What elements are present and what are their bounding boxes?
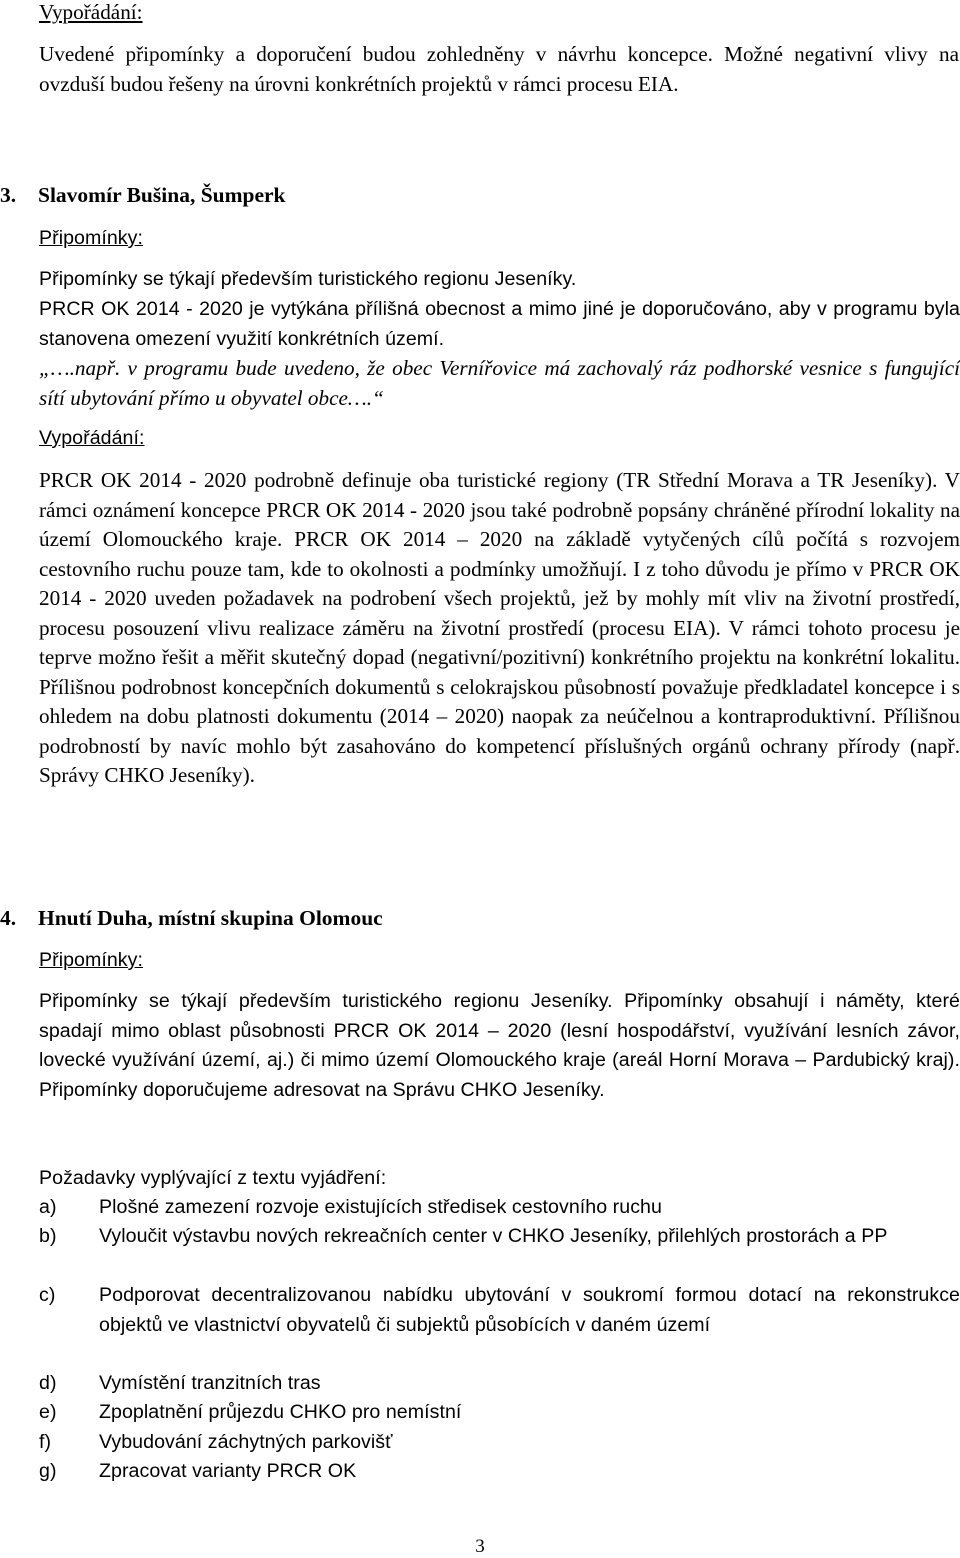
requirement-marker: g) <box>39 1460 57 1482</box>
section-3-title: Slavomír Bušina, Šumperk <box>38 183 286 207</box>
requirement-text: Zpracovat varianty PRCR OK <box>99 1460 357 1482</box>
section-3-number: 3. <box>0 183 17 207</box>
section-4-comments-heading: Připomínky: <box>39 949 143 971</box>
requirement-text: Vymístění tranzitních tras <box>99 1372 321 1394</box>
section-4-heading <box>0 904 960 933</box>
prev-response-heading: Vypořádání: <box>39 0 143 24</box>
section-3-heading <box>0 181 960 210</box>
section-4-requirements-heading: Požadavky vyplývající z textu vyjádření: <box>39 1167 387 1189</box>
requirement-text: Zpoplatnění průjezdu CHKO pro nemístní <box>99 1401 462 1423</box>
prev-response-text: Uvedené připomínky a doporučení budou zohledněny v návrhu koncepce. Možné negativní vlivy na ovzduší budou řešeny na úrovni konkrétních projektů v rámci procesu EIA. <box>39 42 959 96</box>
page-number: 3 <box>475 1536 485 1557</box>
section-4-comment-text: Připomínky se týkají především turistického regionu Jeseníky. Připomínky obsahují i náměty, které spadají mimo oblast působnosti PRCR OK 2014 – 2020 (lesní hospodářství, využívání lesních závor, lovecké využívání území, aj.) či mimo území Olomouckého kraje (areál Horní Morava – Pardubický kraj). Připomínky doporučujeme adresovat na Správu CHKO Jeseníky. <box>39 990 960 1101</box>
requirement-text: Plošné zamezení rozvoje existujících středisek cestovního ruchu <box>99 1196 662 1218</box>
section-4-number: 4. <box>0 906 17 930</box>
section-3-comments-heading: Připomínky: <box>39 227 143 249</box>
requirement-marker: b) <box>39 1225 57 1247</box>
requirement-marker: d) <box>39 1372 57 1394</box>
section-4-title: Hnutí Duha, místní skupina Olomouc <box>38 906 383 930</box>
requirement-marker: c) <box>39 1284 56 1306</box>
section-3-comment-line1: Připomínky se týkají především turistického regionu Jeseníky. <box>39 268 577 290</box>
section-3-response-heading: Vypořádání: <box>39 427 145 449</box>
section-3-response-text: PRCR OK 2014 - 2020 podrobně definuje oba turistické regiony (TR Střední Morava a TR Jeseníky). V rámci oznámení koncepce PRCR OK 2014 - 2020 jsou také podrobně popsány chráněné přírodní lokality na území Olomouckého kraje. PRCR OK 2014 – 2020 na základě vytyčených cílů počítá s rozvojem cestovního ruchu pouze tam, kde to okolnosti a podmínky umožňují. I z toho důvodu je přímo v PRCR OK 2014 - 2020 uveden požadavek na podrobení všech projektů, jež by mohly mít vliv na životní prostředí, procesu posouzení vlivu realizace záměru na životní prostředí (procesu EIA). V rámci tohoto procesu je teprve možno řešit a měřit skutečný dopad (negativní/pozitivní) konkrétního projektu na konkrétní lokalitu. Přílišnou podrobnost koncepčních dokumentů s celokrajskou působností považuje předkladatel koncepce i s ohledem na dobu platnosti dokumentu (2014 – 2020) naopak za neúčelnou a kontraproduktivní. Přílišnou podrobností by navíc mohlo být zasahováno do kompetencí příslušných orgánů ochrany přírody (např. Správy CHKO Jeseníky). <box>39 468 960 787</box>
requirement-text: Vybudování záchytných parkovišť <box>99 1431 393 1453</box>
requirement-marker: f) <box>39 1431 52 1453</box>
requirement-text: Podporovat decentralizovanou nabídku ubytování v soukromí formou dotací na rekonstrukce objektů ve vlastnictví obyvatelů či subjektů působících v daném území <box>99 1284 960 1336</box>
requirement-text: Vyloučit výstavbu nových rekreačních center v CHKO Jeseníky, přilehlých prostorách a PP <box>99 1225 888 1247</box>
section-3-quote: „….např. v programu bude uvedeno, že obec Vernířovice má zachovalý ráz podhorské vesnice s fungující sítí ubytování přímo u obyvatel obce….“ <box>39 356 960 410</box>
requirement-marker: a) <box>39 1196 57 1218</box>
requirement-marker: e) <box>39 1401 57 1423</box>
section-3-comment-line2: PRCR OK 2014 - 2020 je vytýkána přílišná obecnost a mimo jiné je doporučováno, aby v programu byla stanovena omezení využití konkrétních území. <box>39 298 960 350</box>
